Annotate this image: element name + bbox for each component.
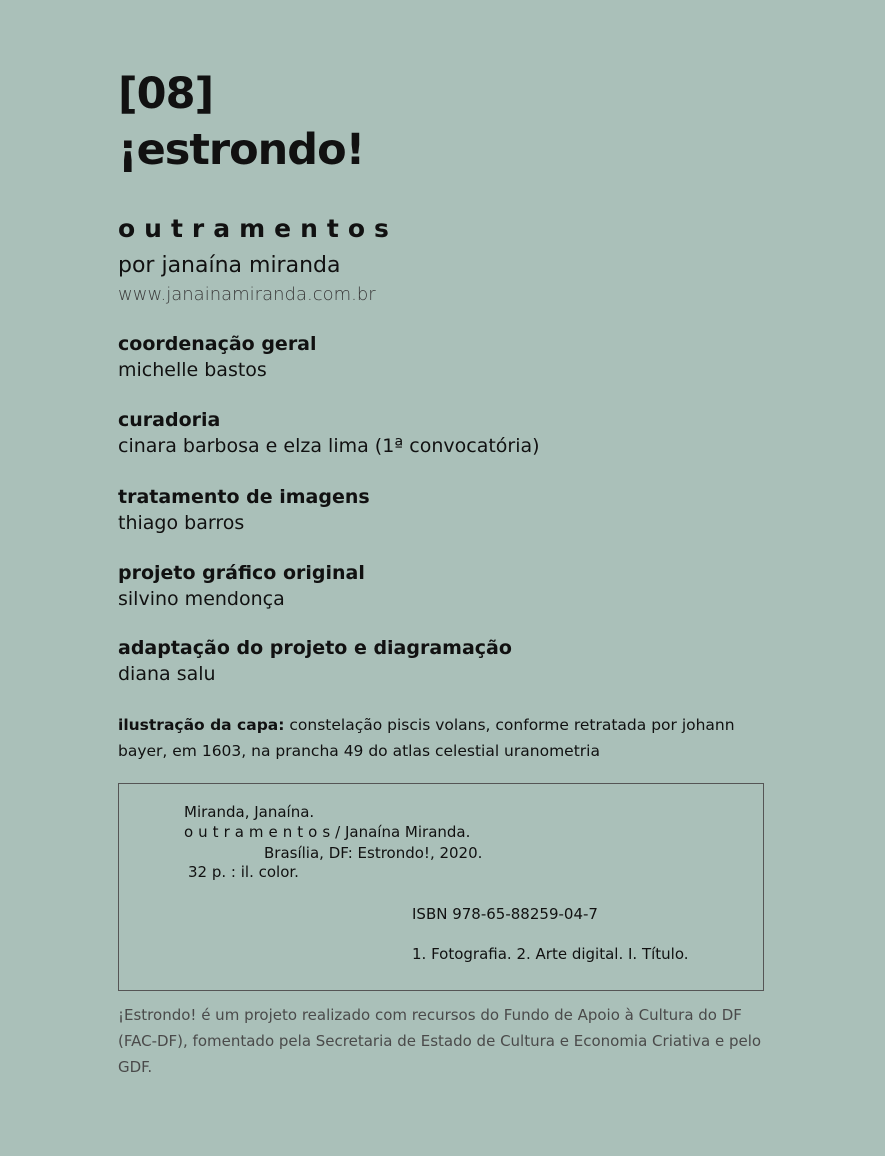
catalog-title-line: [184, 822, 470, 842]
series-name: ¡estrondo!: [118, 125, 365, 175]
credit-name: cinara barbosa e elza lima (1ª convocatória): [118, 435, 540, 457]
credit-name: diana salu: [118, 663, 216, 685]
catalog-subjects: 1. Fotografia. 2. Arte digital. I. Título.: [412, 945, 689, 963]
catalog-author: Miranda, Janaína.: [184, 803, 315, 821]
credit-block: [118, 331, 317, 383]
catalog-title-rest: / Janaína Miranda.: [335, 823, 471, 841]
cover-illustration-note: [118, 712, 778, 764]
credit-block: [118, 484, 370, 536]
credit-role: adaptação do projeto e diagramação: [118, 637, 512, 659]
cover-label: ilustração da capa:: [118, 716, 285, 734]
credit-block: [118, 407, 540, 459]
credit-block: [118, 635, 512, 687]
credit-name: michelle bastos: [118, 359, 267, 381]
credit-name: thiago barros: [118, 512, 245, 534]
catalog-publication: Brasília, DF: Estrondo!, 2020.: [264, 844, 483, 862]
credit-role: tratamento de imagens: [118, 486, 370, 508]
credit-name: silvino mendonça: [118, 588, 285, 610]
credit-role: curadoria: [118, 409, 221, 431]
credit-role: coordenação geral: [118, 333, 317, 355]
catalog-card: [118, 783, 764, 991]
issue-header: [118, 66, 364, 178]
cover-text: constelação piscis volans, conforme retratada por johann bayer, em 1603, na prancha 49 do atlas celestial uranometria: [118, 716, 735, 760]
book-author: por janaína miranda: [118, 253, 341, 278]
book-title: outramentos: [118, 214, 398, 243]
catalog-title: outramentos: [184, 823, 336, 841]
credit-role: projeto gráfico original: [118, 562, 365, 584]
issue-number: [08]: [118, 69, 214, 119]
catalog-isbn: ISBN 978-65-88259-04-7: [412, 905, 598, 923]
catalog-physical: 32 p. : il. color.: [188, 863, 299, 881]
funding-note: ¡Estrondo! é um projeto realizado com recursos do Fundo de Apoio à Cultura do DF (FAC-DF), fomentado pela Secretaria de Estado de Cultura e Economia Criativa e pelo GDF.: [118, 1006, 762, 1076]
credit-block: [118, 560, 365, 612]
author-website-link[interactable]: www.janainamiranda.com.br: [118, 284, 376, 305]
